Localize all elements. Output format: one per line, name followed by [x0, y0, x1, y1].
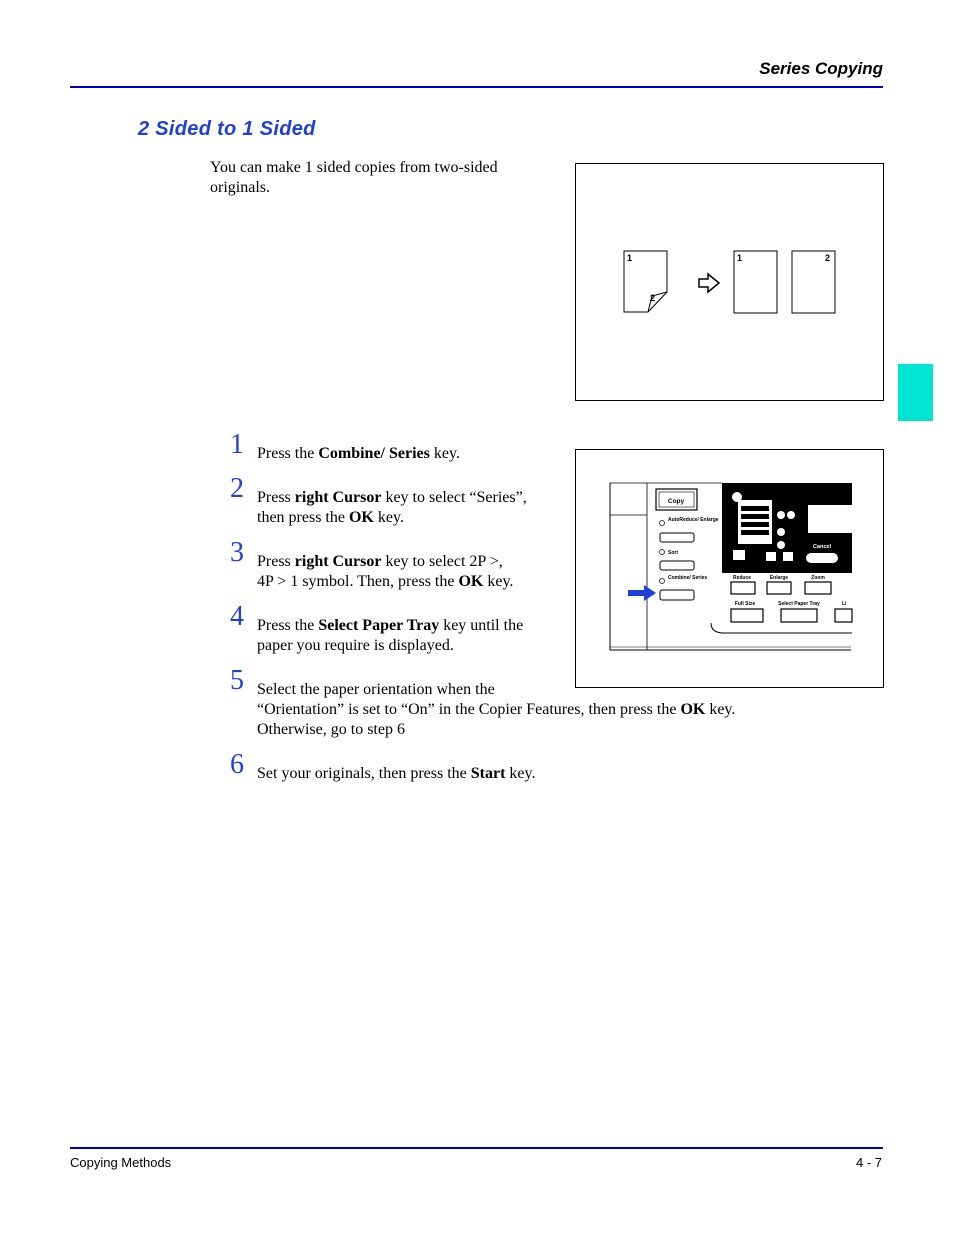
autoreduce-label: AutoReduce/ Enlarge	[668, 517, 719, 523]
original-sheet	[624, 251, 667, 312]
original-page-1: 1	[627, 253, 633, 263]
page-number: 4 - 7	[855, 1155, 882, 1170]
sheets-diagram	[576, 164, 882, 399]
zoom-label: Zoom	[811, 575, 825, 581]
step-number: 2	[230, 473, 244, 504]
hollow-arrow-icon	[699, 274, 719, 292]
copy-page-2: 2	[825, 253, 831, 263]
reduce-label: Reduce	[732, 575, 752, 581]
footer-rule	[70, 1147, 883, 1149]
copy-sheet-1	[734, 251, 777, 313]
header-rule	[70, 86, 883, 88]
intro-paragraph: You can make 1 sided copies from two-sided originals.	[210, 159, 498, 196]
footer-chapter: Copying Methods	[70, 1155, 172, 1170]
lcd-window	[808, 505, 852, 533]
step-number: 1	[230, 429, 244, 460]
duplex-to-simplex-figure	[575, 163, 884, 401]
step-number: 4	[230, 601, 244, 632]
section-title: 2 Sided to 1 Sided	[138, 118, 316, 140]
running-header: Series Copying	[759, 59, 883, 78]
step-number: 6	[230, 749, 244, 780]
copy-sheet-2	[792, 251, 835, 313]
sort-label: Sort	[668, 550, 678, 556]
cancel-key[interactable]	[806, 553, 838, 563]
step-number: 3	[230, 537, 244, 568]
fullsize-label: Full Size	[734, 601, 756, 607]
cancel-label: Cancel	[812, 544, 832, 550]
chapter-tab-marker	[898, 364, 933, 421]
step-number: 5	[230, 665, 244, 696]
copy-page-1: 1	[737, 253, 743, 263]
li-label: Li	[842, 601, 847, 607]
zoom-key[interactable]	[805, 582, 831, 594]
enlarge-label: Enlarge	[769, 575, 789, 581]
original-page-2: 2	[650, 293, 656, 303]
autoreduce-key[interactable]	[660, 533, 694, 542]
copy-key-label: Copy	[667, 498, 685, 505]
select-paper-tray-label: Select Paper Tray	[778, 601, 820, 607]
li-key[interactable]	[835, 609, 852, 622]
combine-series-label: Combine/ Series	[668, 575, 708, 581]
